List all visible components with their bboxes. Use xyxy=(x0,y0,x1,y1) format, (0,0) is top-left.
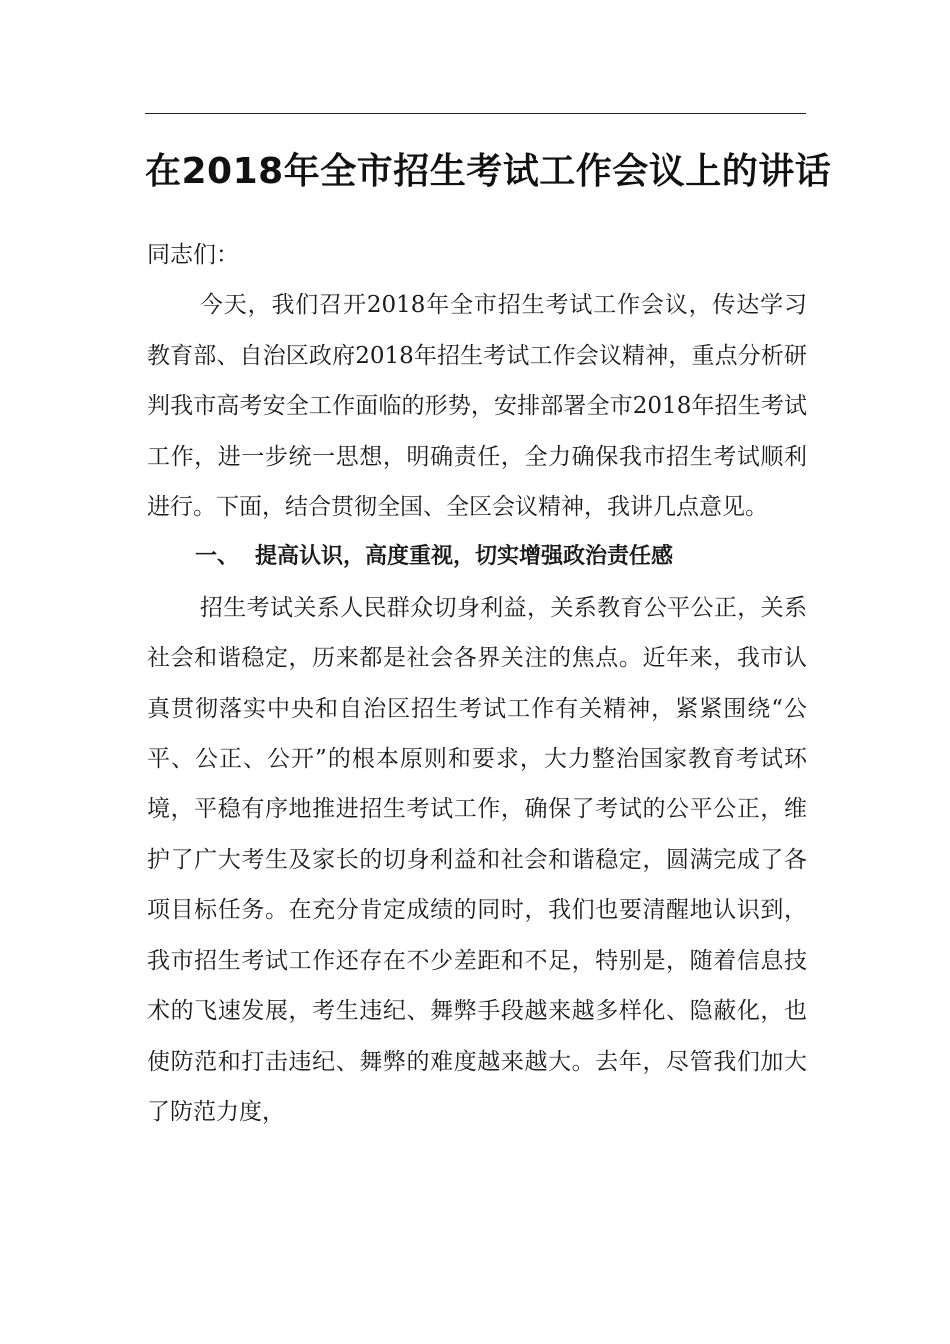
document-body xyxy=(147,230,807,1137)
paragraph-section-1: 招生考试关系人民群众切身利益，关系教育公平公正，关系社会和谐稳定，历来都是社会各界关注的焦点。近年来，我市认真贯彻落实中央和自治区招生考试工作有关精神，紧紧围绕“公平、公正、公开”的根本原则和要求，大力整治国家教育考试环境，平稳有序地推进招生考试工作，确保了考试的公平公正，维护了广大考生及家长的切身利益和社会和谐稳定，圆满完成了各项目标任务。在充分肯定成绩的同时，我们也要清醒地认识到，我市招生考试工作还存在不少差距和不足，特别是，随着信息技术的飞速发展，考生违纪、舞弊手段越来越多样化、隐蔽化，也使防范和打击违纪、舞弊的难度越来越大。去年，尽管我们加大了防范力度， xyxy=(147,594,807,1125)
section-heading-text: 提高认识，高度重视，切实增强政治责任感 xyxy=(255,544,674,570)
paragraph-intro: 今天，我们召开2018年全市招生考试工作会议，传达学习教育部、自治区政府2018年招生考试工作会议精神，重点分析研判我市高考安全工作面临的形势，安排部署全市2018年招生考试工作，进一步统一思想，明确责任，全力确保我市招生考试顺利进行。下面，结合贯彻全国、全区会议精神，我讲几点意见。 xyxy=(147,292,807,521)
greeting: 同志们： xyxy=(147,242,239,268)
header-rule xyxy=(145,113,806,114)
section-heading-1 xyxy=(147,532,807,582)
document-title: 在2018年全市招生考试工作会议上的讲话 xyxy=(145,151,832,192)
section-number: 一、 xyxy=(195,544,240,570)
